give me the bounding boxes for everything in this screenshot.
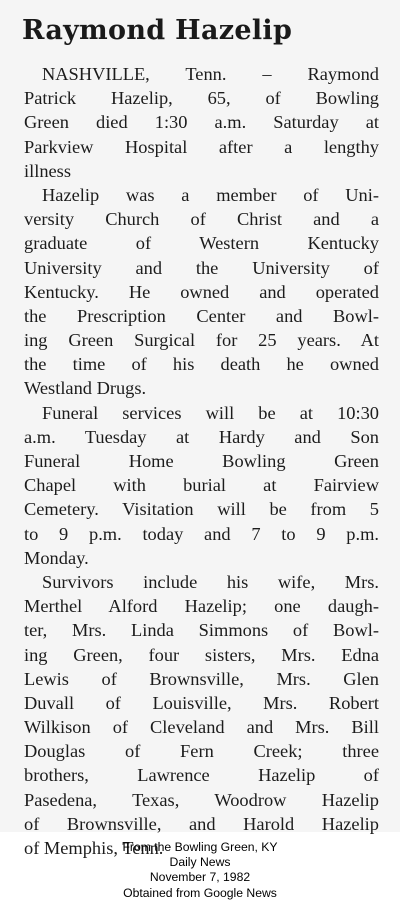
text-line: Pasedena, Texas, Woodrow Hazelip <box>24 789 379 810</box>
text-line: ing Green Surgical for 25 years. At <box>24 330 379 351</box>
text-line: Patrick Hazelip, 65, of Bowling <box>24 88 379 109</box>
text-line: Merthel Alford Hazelip; one daugh- <box>24 596 379 617</box>
text-line: brothers, Lawrence Hazelip of <box>24 765 379 786</box>
caption-line: From the Bowling Green, KY <box>122 840 278 854</box>
paragraph-announcement <box>24 62 379 183</box>
text-line: to 9 p.m. today and 7 to 9 p.m. <box>24 523 379 544</box>
text-line: Westland Drugs. <box>24 378 147 399</box>
text-line: Funeral services will be at 10:30 <box>42 402 379 423</box>
text-line: University and the University of <box>24 257 379 278</box>
paragraph-funeral <box>24 401 379 570</box>
text-line: of Memphis, Tenn. <box>24 838 164 858</box>
text-line: Cemetery. Visitation will be from 5 <box>24 499 379 520</box>
text-line: graduate of Western Kentucky <box>24 233 379 254</box>
text-line: the Prescription Center and Bowl- <box>24 305 379 326</box>
obituary-headline: Raymond Hazelip <box>22 15 293 46</box>
caption-line: Obtained from Google News <box>123 885 277 900</box>
text-line: Douglas of Fern Creek; three <box>24 741 379 762</box>
text-line: illness <box>24 160 72 181</box>
source-caption <box>0 840 400 901</box>
text-line: Monday. <box>24 547 89 568</box>
text-line: Chapel with burial at Fairview <box>24 475 379 496</box>
text-line: a.m. Tuesday at Hardy and Son <box>24 426 379 447</box>
obituary-article <box>24 62 379 860</box>
text-line: of Brownsville, and Harold Hazelip <box>24 813 379 834</box>
text-line: Survivors include his wife, Mrs. <box>42 571 379 592</box>
text-line: Funeral Home Bowling Green <box>24 451 379 471</box>
text-line: Wilkison of Cleveland and Mrs. Bill <box>24 717 379 738</box>
caption-line: Daily News <box>169 855 231 870</box>
text-line: Hazelip was a member of Uni- <box>42 184 379 205</box>
text-line: Kentucky. He owned and operated <box>24 281 379 302</box>
caption-line: November 7, 1982 <box>149 870 251 885</box>
text-line: Lewis of Brownsville, Mrs. Glen <box>24 668 379 689</box>
text-line: ter, Mrs. Linda Simmons of Bowl- <box>24 620 379 641</box>
text-line: ing Green, four sisters, Mrs. Edna <box>24 644 379 665</box>
text-line: Green died 1:30 a.m. Saturday at <box>24 112 379 133</box>
text-line: Duvall of Louisville, Mrs. Robert <box>24 692 379 713</box>
paragraph-survivors <box>24 570 379 860</box>
text-line: NASHVILLE, Tenn. – Raymond <box>42 64 379 84</box>
text-line: Parkview Hospital after a lengthy <box>24 136 379 157</box>
paragraph-biography <box>24 183 379 401</box>
text-line: the time of his death he owned <box>24 354 379 375</box>
text-line: versity Church of Christ and a <box>24 209 379 230</box>
